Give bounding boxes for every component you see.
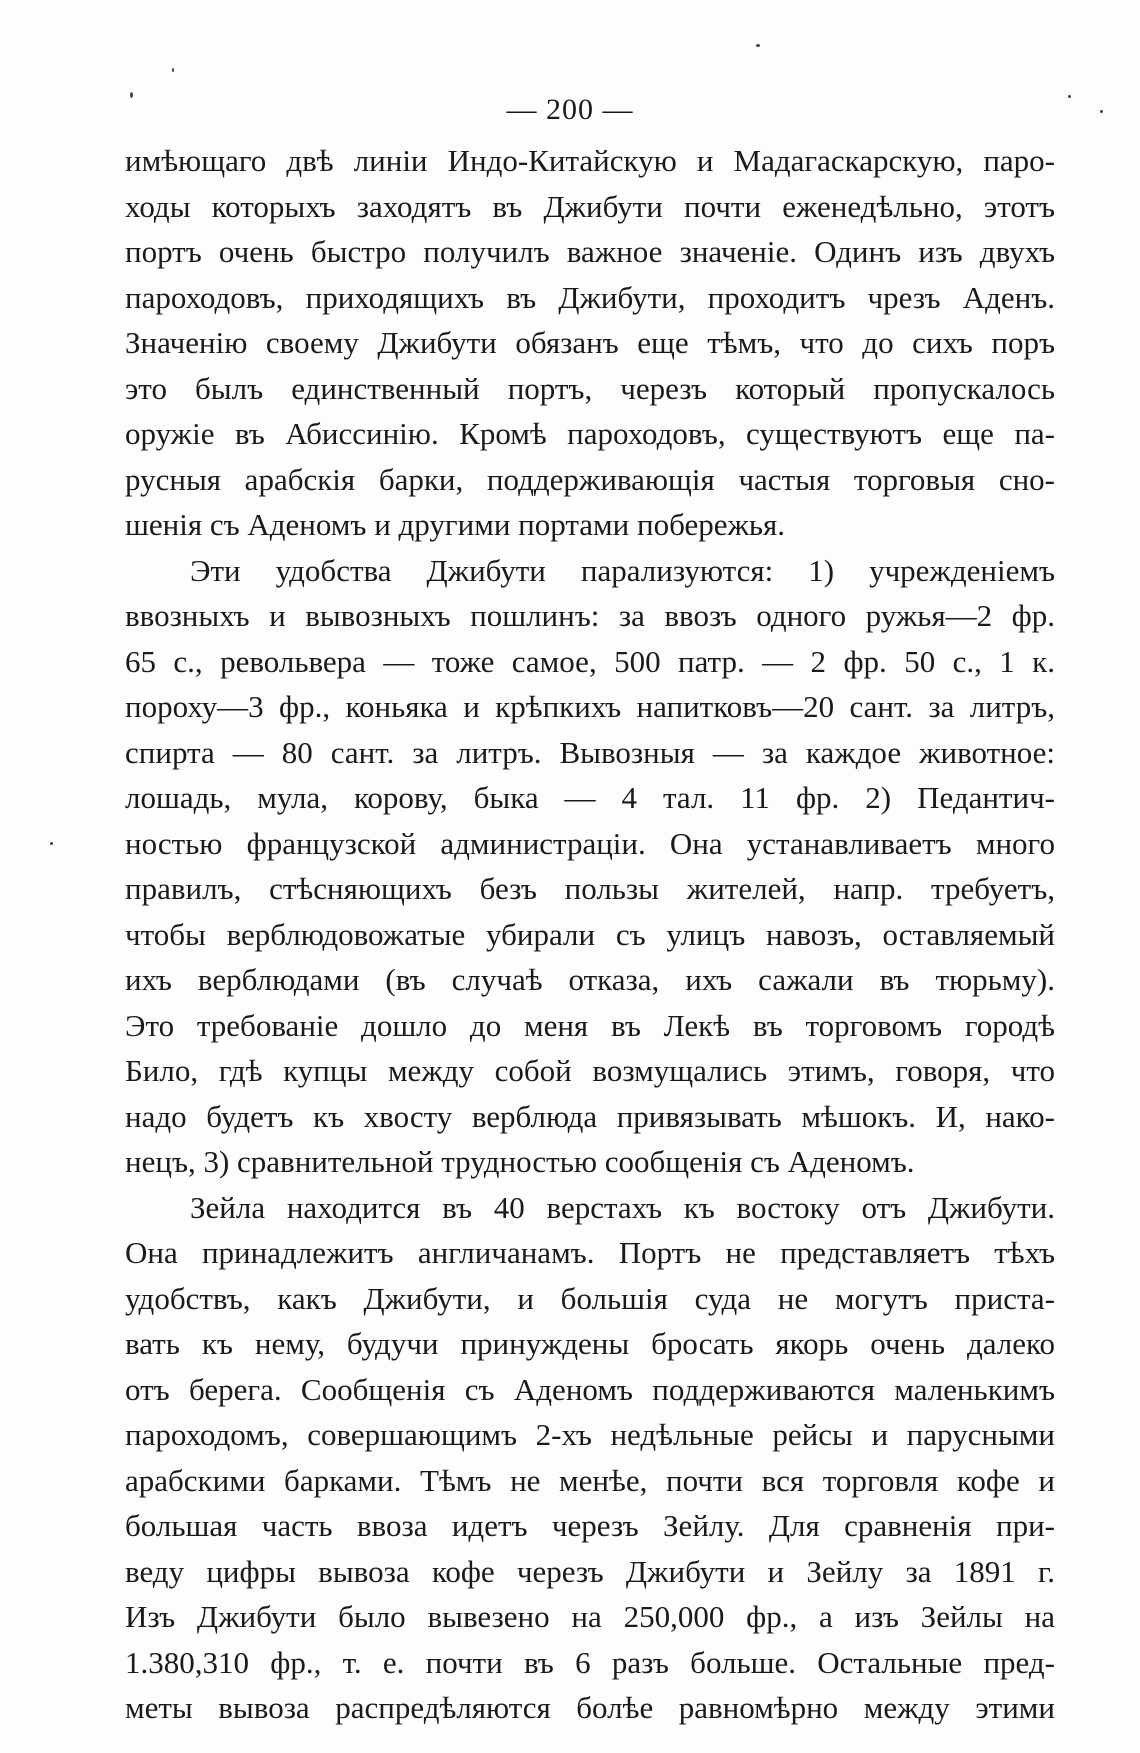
text-line: ностью французской администраціи. Она устанавливаетъ много bbox=[125, 825, 1055, 861]
text-line: вать къ нему, будучи принуждены бросать якорь очень далеко bbox=[125, 1326, 1055, 1361]
text-line: шенія съ Аденомъ и другими портами побережья. bbox=[125, 507, 786, 542]
text-line: Это требованіе дошло до меня въ Лекѣ въ торговомъ городѣ bbox=[125, 1007, 1055, 1043]
text-line: ихъ верблюдами (въ случаѣ отказа, ихъ сажали въ тюрьму). bbox=[125, 962, 1055, 997]
text-line: Зейла находится въ 40 верстахъ къ востоку отъ Джибути. bbox=[190, 1189, 1055, 1225]
text-line: ходы которыхъ заходятъ въ Джибути почти еженедѣльно, этотъ bbox=[125, 188, 1055, 224]
text-line: удобствъ, какъ Джибути, и большія суда не могутъ приста- bbox=[125, 1280, 1055, 1316]
print-speck bbox=[50, 842, 53, 845]
text-line: портъ очень быстро получилъ важное значеніе. Одинъ изъ двухъ bbox=[125, 234, 1055, 269]
text-line: веду цифры вывоза кофе черезъ Джибути и Зейлу за 1891 г. bbox=[125, 1553, 1055, 1589]
paragraph bbox=[125, 1185, 1055, 1731]
text-line: отъ берега. Сообщенія съ Аденомъ поддерживаются маленькимъ bbox=[125, 1371, 1055, 1407]
text-line: Било, гдѣ купцы между собой возмущались этимъ, говоря, что bbox=[125, 1053, 1055, 1088]
text-line: надо будетъ къ хвосту верблюда привязывать мѣшокъ. И, нако- bbox=[125, 1098, 1055, 1134]
text-line: чтобы верблюдовожатые убирали съ улицъ навозъ, оставляемый bbox=[125, 916, 1055, 952]
text-line: Она принадлежитъ англичанамъ. Портъ не представляетъ тѣхъ bbox=[125, 1235, 1055, 1270]
text-line: это былъ единственный портъ, черезъ который пропускалось bbox=[125, 370, 1055, 406]
text-line: 65 с., револьвера — тоже самое, 500 патр. — 2 фр. 50 с., 1 к. bbox=[125, 643, 1055, 679]
text-line: Изъ Джибути было вывезено на 250,000 фр., а изъ Зейлы на bbox=[125, 1599, 1055, 1634]
text-line: 1.380,310 фр., т. е. почти въ 6 разъ больше. Остальные пред- bbox=[125, 1644, 1055, 1680]
text-line: арабскими барками. Тѣмъ не менѣе, почти вся торговля кофе и bbox=[125, 1462, 1055, 1498]
text-line: пароходовъ, приходящихъ въ Джибути, проходитъ чрезъ Аденъ. bbox=[125, 279, 1055, 315]
text-line: пороху—3 фр., коньяка и крѣпкихъ напитковъ—20 сант. за литръ, bbox=[125, 689, 1055, 724]
text-line: имѣющаго двѣ линіи Индо-Китайскую и Мадагаскарскую, паро- bbox=[125, 143, 1055, 178]
print-speck bbox=[172, 68, 174, 72]
text-line: спирта — 80 сант. за литръ. Вывозныя — за каждое животное: bbox=[125, 734, 1055, 770]
print-speck bbox=[756, 44, 760, 47]
text-line: Эти удобства Джибути парализуются: 1) учрежденіемъ bbox=[190, 552, 1055, 588]
text-line: оружіе въ Абиссинію. Кромѣ пароходовъ, существуютъ еще па- bbox=[125, 416, 1055, 451]
text-line: русныя арабскія барки, поддерживающія частыя торговыя сно- bbox=[125, 461, 1055, 497]
text-line: лошадь, мула, корову, быка — 4 тал. 11 фр. 2) Педантич- bbox=[125, 780, 1055, 815]
paragraph bbox=[125, 138, 1055, 548]
paragraph bbox=[125, 548, 1055, 1185]
text-line: пароходомъ, совершающимъ 2-хъ недѣльные рейсы и парусными bbox=[125, 1417, 1055, 1452]
text-line: ввозныхъ и вывозныхъ пошлинъ: за ввозъ одного ружья—2 фр. bbox=[125, 598, 1055, 633]
body-text bbox=[125, 138, 1055, 1731]
text-line: Значенію своему Джибути обязанъ еще тѣмъ, что до сихъ поръ bbox=[125, 325, 1055, 360]
text-line: нецъ, 3) сравнительной трудностью сообщенія съ Аденомъ. bbox=[125, 1144, 915, 1179]
page-number: — 200 — bbox=[506, 93, 634, 126]
text-line: большая часть ввоза идетъ черезъ Зейлу. Для сравненія при- bbox=[125, 1508, 1055, 1543]
text-line: меты вывоза распредѣляются болѣе равномѣрно между этими bbox=[125, 1690, 1055, 1725]
text-line: правилъ, стѣсняющихъ безъ пользы жителей, напр. требуетъ, bbox=[125, 871, 1055, 906]
